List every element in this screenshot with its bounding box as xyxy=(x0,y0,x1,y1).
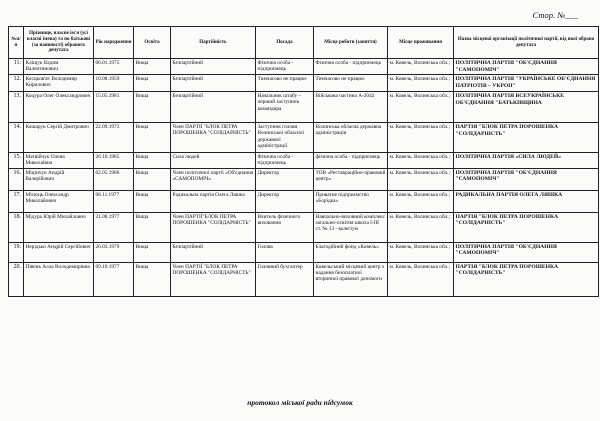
residence-cell: м. Ковель, Волинська обл.; xyxy=(388,153,454,169)
birth-date-cell: 09.10.1977 xyxy=(94,262,134,296)
residence-cell: м. Ковель, Волинська обл.; xyxy=(388,212,454,242)
position-cell: Заступник голови Волинської обласної державної адміністрації xyxy=(256,123,314,153)
deputy-name-cell: Косцьов'ят Володимир Кирилович xyxy=(24,75,94,92)
row-number-cell: 20. xyxy=(9,262,24,296)
birth-date-cell: 10.08.1959 xyxy=(94,75,134,92)
header-name: Прізвище, власне ім'я (усі власні імена) та по батькові (за наявності) обраного депутата xyxy=(24,27,94,59)
workplace-cell: Благодійний фонд «Ковель» xyxy=(314,242,388,262)
position-cell: Фізична особа - підприємець xyxy=(256,59,314,75)
party-organization-cell: ПОЛІТИЧНА ПАРТІЯ "ОБ'ЄДНАННЯ "САМОПОМІЧ" xyxy=(454,242,599,262)
position-cell: Директор xyxy=(256,190,314,212)
birth-date-cell: 08.11.1977 xyxy=(94,190,134,212)
table-body xyxy=(9,59,599,297)
header-workplace: Місце роботи (заняття) xyxy=(314,27,388,59)
education-cell: Вища xyxy=(134,92,171,123)
party-affiliation-cell: Сила людей xyxy=(171,153,256,169)
party-affiliation-cell: Член ПАРТІЇ "БЛОК ПЕТРА ПОРОШЕНКА "СОЛІДАРНІСТЬ" xyxy=(171,123,256,153)
birth-date-cell: 22.09.1973 xyxy=(94,123,134,153)
deputy-name-cell: Міцінчук Андрій Валерійович xyxy=(24,168,94,190)
party-organization-cell: ПОЛІТИЧНА ПАРТІЯ ВСЕУКРАЇНСЬКЕ ОБ'ЄДНАННЯ "БАТЬКІВЩИНА xyxy=(454,92,599,123)
header-residence: Місце проживання xyxy=(388,27,454,59)
deputy-name-cell: Півень Алла Володимирівна xyxy=(24,262,94,296)
party-affiliation-cell: Член ПАРТІЇ "БЛОК ПЕТРА ПОРОШЕНКА "СОЛІДАРНІСТЬ" xyxy=(171,262,256,296)
workplace-cell: ТОВ «Реставраційно-правовий центр» xyxy=(314,168,388,190)
workplace-cell: Навчально-виховний комплекс загально-освітня школа І-ІІІ ст. № 13 - колегіум xyxy=(314,212,388,242)
row-number-cell: 11. xyxy=(9,59,24,75)
workplace-cell: Ковельський місцевий центр з надання безоплатної вторинної правової допомоги xyxy=(314,262,388,296)
residence-cell: м. Ковель, Волинська обл.; xyxy=(388,75,454,92)
birth-date-cell: 26.03.1979 xyxy=(94,242,134,262)
residence-cell: м. Ковель, Волинська обл.; xyxy=(388,168,454,190)
education-cell: Вища xyxy=(134,242,171,262)
education-cell: Вища xyxy=(134,190,171,212)
party-organization-cell: ПОЛІТИЧНА ПАРТІЯ "ОБ'ЄДНАННЯ "САМОПОМІЧ" xyxy=(454,168,599,190)
party-organization-cell: ПАРТІЯ "БЛОК ПЕТРА ПОРОШЕНКА "СОЛІДАРНІСТЬ" xyxy=(454,262,599,296)
position-cell: Начальник штабу – перший заступник командира xyxy=(256,92,314,123)
workplace-cell: Тимчасово не працює xyxy=(314,75,388,92)
deputy-name-cell: Місюць Олександр Миколайович xyxy=(24,190,94,212)
position-cell: Тимчасово не працює xyxy=(256,75,314,92)
position-cell: Голова xyxy=(256,242,314,262)
header-position: Посада xyxy=(256,27,314,59)
table-row xyxy=(9,123,599,153)
education-cell: Вища xyxy=(134,212,171,242)
party-organization-cell: ПОЛІТИЧНА ПАРТІЯ "ОБ'ЄДНАННЯ "САМОПОМІЧ" xyxy=(454,59,599,75)
row-number-cell: 15. xyxy=(9,153,24,169)
party-affiliation-cell: Безпартійний xyxy=(171,75,256,92)
education-cell: Вища xyxy=(134,153,171,169)
workplace-cell: Приватне підприємство «Борідка» xyxy=(314,190,388,212)
residence-cell: м. Ковель, Волинська обл.; xyxy=(388,190,454,212)
workplace-cell: Волинська обласна державна адміністрація xyxy=(314,123,388,153)
position-cell: Вчитель фізичного виховання xyxy=(256,212,314,242)
deputies-table xyxy=(8,26,599,297)
header-number: №п/п xyxy=(9,27,24,59)
party-affiliation-cell: Член ПАРТІЇ"БЛОК ПЕТРА ПОРОШЕНКА "СОЛІДАРНІСТЬ" xyxy=(171,212,256,242)
row-number-cell: 19. xyxy=(9,242,24,262)
position-cell: Фізична особа - підприємець xyxy=(256,153,314,169)
residence-cell: м. Ковель, Волинська обл.; xyxy=(388,123,454,153)
row-number-cell: 18. xyxy=(9,212,24,242)
residence-cell: м. Ковель, Волинська обл.; xyxy=(388,92,454,123)
header-organization: Назва місцевої організації політичної партії, від якої обрано депутата xyxy=(454,27,599,59)
deputy-name-cell: Коцура Олег Олександрович xyxy=(24,92,94,123)
row-number-cell: 12. xyxy=(9,75,24,92)
birth-date-cell: 06.01.1975 xyxy=(94,59,134,75)
party-affiliation-cell: Безпартійний xyxy=(171,92,256,123)
deputy-name-cell: Матвійчук Олена Миколаївна xyxy=(24,153,94,169)
row-number-cell: 13. xyxy=(9,92,24,123)
page-number-label: Стор. №___ xyxy=(532,10,578,20)
deputy-name-cell: Кліщук Вадим Валентинович xyxy=(24,59,94,75)
party-organization-cell: ПОЛІТИЧНА ПАРТІЯ "УКРАЇНСЬКЕ ОБ'ЄДНАННЯ ПАТРІОТІВ – УКРОП" xyxy=(454,75,599,92)
workplace-cell: фізична особа - підприємець xyxy=(314,153,388,169)
birth-date-cell: 26.10.1985 xyxy=(94,153,134,169)
residence-cell: м. Ковель, Волинська обл.; xyxy=(388,262,454,296)
party-affiliation-cell: Безпартійний xyxy=(171,242,256,262)
workplace-cell: Фізична особа - підприємець xyxy=(314,59,388,75)
party-affiliation-cell: Член політичної партії «Об'єднання «САМОПОМІЧ» xyxy=(171,168,256,190)
table-row xyxy=(9,168,599,190)
position-cell: Директор xyxy=(256,168,314,190)
party-organization-cell: ПАРТІЯ "БЛОК ПЕТРА ПОРОШЕНКА "СОЛІДАРНІСТЬ" xyxy=(454,212,599,242)
header-party: Партійність xyxy=(171,27,256,59)
party-affiliation-cell: Безпартійний xyxy=(171,59,256,75)
header-education: Освіта xyxy=(134,27,171,59)
table-row xyxy=(9,212,599,242)
residence-cell: м. Ковель, Волинська обл.; xyxy=(388,59,454,75)
deputy-name-cell: Мідура Юрій Михайлович xyxy=(24,212,94,242)
table-row xyxy=(9,59,599,75)
row-number-cell: 17. xyxy=(9,190,24,212)
party-organization-cell: ПОЛІТИЧНА ПАРТІЯ «СИЛА ЛЮДЕЙ» xyxy=(454,153,599,169)
birth-date-cell: 02.05.1986 xyxy=(94,168,134,190)
birth-date-cell: 15.05.1981 xyxy=(94,92,134,123)
education-cell: Вища xyxy=(134,75,171,92)
birth-date-cell: 21.08.1977 xyxy=(94,212,134,242)
party-organization-cell: ПАРТІЯ "БЛОК ПЕТРА ПОРОШЕНКА "СОЛІДАРНІСТЬ" xyxy=(454,123,599,153)
education-cell: Вища xyxy=(134,59,171,75)
position-cell: Головний бухгалтер xyxy=(256,262,314,296)
table-row xyxy=(9,242,599,262)
education-cell: Вища xyxy=(134,262,171,296)
table-row xyxy=(9,153,599,169)
table-row xyxy=(9,92,599,123)
row-number-cell: 14. xyxy=(9,123,24,153)
footer-note: протокол міської ради підсумок xyxy=(247,398,353,407)
party-affiliation-cell: Радикальна партія Олега Ляшка xyxy=(171,190,256,212)
party-organization-cell: РАДИКАЛЬНА ПАРТІЯ ОЛЕГА ЛЯШКА xyxy=(454,190,599,212)
education-cell: Вища xyxy=(134,123,171,153)
education-cell: Вища xyxy=(134,168,171,190)
table-row xyxy=(9,75,599,92)
row-number-cell: 16. xyxy=(9,168,24,190)
workplace-cell: Військова частина А-2042 xyxy=(314,92,388,123)
deputy-name-cell: Нерідько Андрій Сергійович xyxy=(24,242,94,262)
residence-cell: м. Ковель, Волинська обл.; xyxy=(388,242,454,262)
header-year: Рік народження xyxy=(94,27,134,59)
table-row xyxy=(9,190,599,212)
deputy-name-cell: Кошарук Сергій Дмитрович xyxy=(24,123,94,153)
table-row xyxy=(9,262,599,296)
table-header-row xyxy=(9,27,599,59)
